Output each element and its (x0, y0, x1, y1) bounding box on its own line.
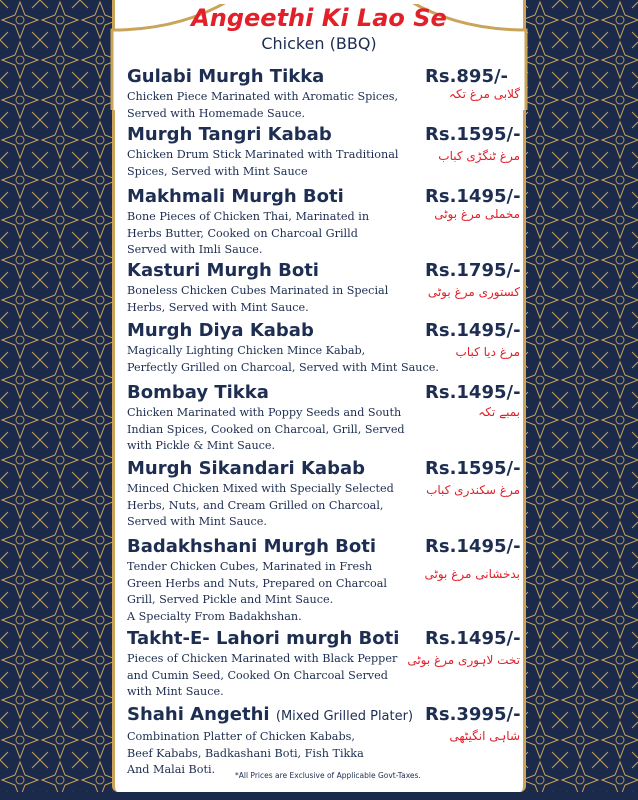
menu-item-description: Pieces of Chicken Marinated with Black Pepper (127, 652, 398, 665)
menu-item-description: Served with Imli Sauce. (127, 243, 263, 256)
menu-item-price: Rs.1495/- (425, 382, 521, 403)
menu-item-description: with Mint Sauce. (127, 685, 224, 698)
menu-item-description: Minced Chicken Mixed with Specially Selected (127, 482, 394, 495)
menu-item-urdu-name: کستوری مرغ بوٹی (427, 285, 520, 299)
menu-item-name-text: Badakhshani Murgh Boti (127, 536, 377, 557)
menu-item-urdu-name: شاہی انگیٹھی (449, 729, 520, 743)
menu-item-name-text: Bombay Tikka (127, 382, 269, 403)
menu-item-price: Rs.1495/- (425, 536, 521, 557)
menu-item-note: (Mixed Grilled Plater) (275, 709, 414, 724)
menu-item-description: Perfectly Grilled on Charcoal, Served with Mint Sauce. (127, 360, 439, 374)
page-subtitle: Chicken (BBQ) (261, 34, 377, 53)
menu-item-description: Herbs, Nuts, and Cream Grilled on Charcoal, (127, 498, 384, 512)
menu-item-price: Rs.1595/- (425, 458, 521, 479)
menu-item-description: Boneless Chicken Cubes Marinated in Special (127, 284, 389, 297)
menu-item-description: Chicken Piece Marinated with Aromatic Spices, (127, 90, 399, 103)
footnote: *All Prices are Exclusive of Applicable Govt-Taxes. (235, 771, 421, 780)
menu-item-price: Rs.895/- (425, 66, 509, 87)
menu-item-price: Rs.1495/- (425, 320, 521, 341)
menu-item-name-text: Gulabi Murgh Tikka (127, 66, 325, 87)
menu-item-urdu-name: مرغ دیا کباب (455, 345, 520, 359)
menu-item-description: Herbs Butter, Cooked on Charcoal Grilld (127, 226, 358, 240)
menu-item-description: Grill, Served Pickle and Mint Sauce. (127, 593, 334, 606)
menu-item-description: and Cumin Seed, Cooked On Charcoal Served (127, 668, 388, 682)
menu-item-urdu-name: مرغ ٹنگڑی کباب (438, 149, 520, 163)
menu-item-description: Chicken Drum Stick Marinated with Traditional (127, 148, 399, 161)
menu-item-urdu-name: بدخشانی مرغ بوٹی (424, 567, 520, 581)
menu-item-name-text: Kasturi Murgh Boti (127, 260, 319, 281)
menu-item-name-text: Murgh Tangri Kabab (127, 124, 332, 145)
menu-item-urdu-name: تخت لاہوری مرغ بوٹی (407, 653, 520, 667)
menu-item-description: with Pickle & Mint Sauce. (127, 439, 276, 452)
menu-item-description: Served with Homemade Sauce. (127, 106, 306, 120)
menu-item-urdu-name: بمبے تکہ (478, 405, 520, 419)
menu-item-description: A Specialty From Badakhshan. (127, 609, 302, 623)
menu-item-price: Rs.3995/- (425, 704, 521, 725)
menu-item-price: Rs.1495/- (425, 628, 521, 649)
menu-item-description: Indian Spices, Cooked on Charcoal, Grill, Served (127, 422, 405, 436)
menu-item-description: And Malai Boti. (127, 763, 216, 776)
menu-item-name-text: Murgh Sikandari Kabab (127, 458, 365, 479)
bottom-border (0, 792, 638, 800)
menu-item-name-text: Takht-E- Lahori murgh Boti (127, 628, 400, 649)
menu-item-description: Spices, Served with Mint Sauce (127, 164, 308, 178)
menu-item-description: Magically Lighting Chicken Mince Kabab, (127, 344, 366, 357)
menu-item-description: Chicken Marinated with Poppy Seeds and South (127, 406, 402, 419)
menu-item-price: Rs.1495/- (425, 186, 521, 207)
menu-item-name-text: Shahi Angethi (127, 704, 270, 725)
menu-item-urdu-name: گلابی مرغ تکہ (448, 87, 520, 101)
page-title: Angeethi Ki Lao Se (191, 4, 447, 32)
menu-item-urdu-name: مرغ سکندری کباب (426, 483, 520, 497)
menu-item-name-text: Makhmali Murgh Boti (127, 186, 344, 207)
menu-item-urdu-name: مخملی مرغ بوٹی (434, 207, 520, 221)
menu-item-description: Combination Platter of Chicken Kababs, (127, 730, 355, 743)
menu-item-description: Herbs, Served with Mint Sauce. (127, 300, 309, 314)
menu-item-price: Rs.1595/- (425, 124, 521, 145)
menu-item-description: Green Herbs and Nuts, Prepared on Charcoal (127, 576, 387, 590)
menu-item-name-text: Murgh Diya Kabab (127, 320, 314, 341)
menu-item-description: Bone Pieces of Chicken Thai, Marinated in (127, 210, 370, 223)
menu-item-price: Rs.1795/- (425, 260, 521, 281)
menu-item-description: Tender Chicken Cubes, Marinated in Fresh (127, 560, 373, 573)
menu-item-description: Beef Kababs, Badkashani Boti, Fish Tikka (127, 746, 364, 760)
menu-item-description: Served with Mint Sauce. (127, 515, 267, 528)
